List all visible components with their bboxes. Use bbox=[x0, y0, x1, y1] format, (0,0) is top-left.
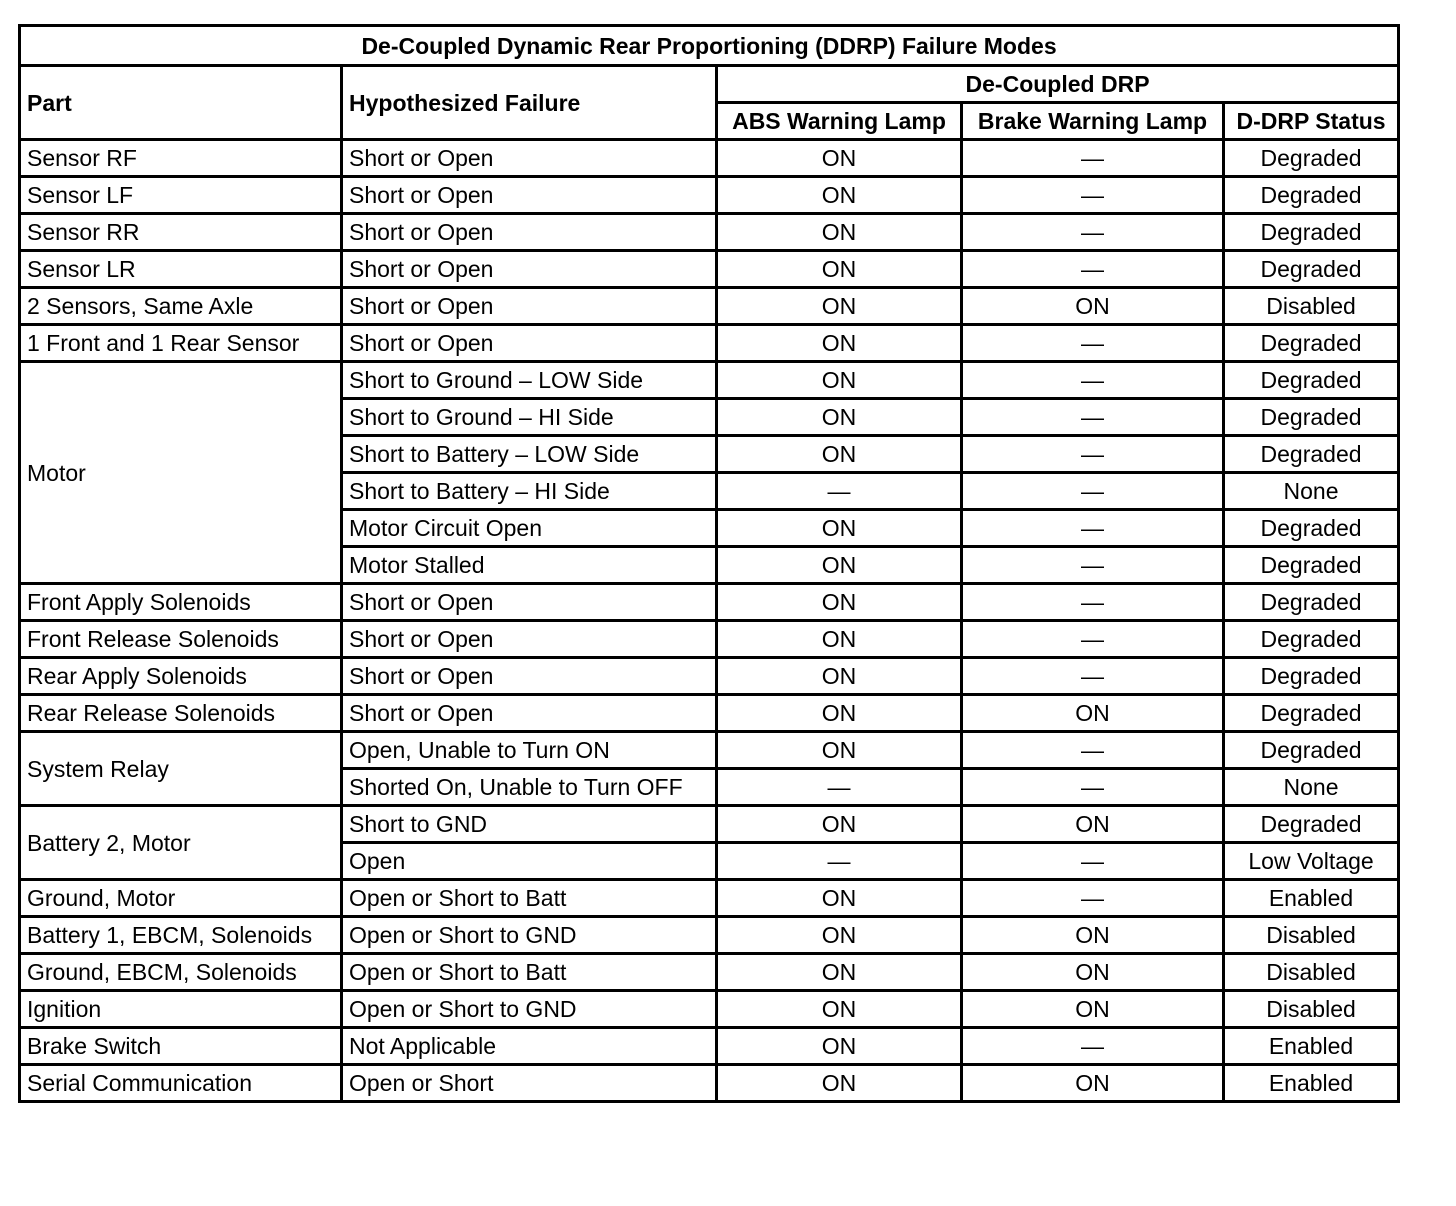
cell-brake-lamp: — bbox=[962, 436, 1224, 473]
cell-failure: Not Applicable bbox=[342, 1028, 717, 1065]
cell-brake-lamp: — bbox=[962, 399, 1224, 436]
cell-abs-lamp: ON bbox=[717, 954, 962, 991]
table-row bbox=[20, 251, 1399, 288]
cell-abs-lamp: ON bbox=[717, 214, 962, 251]
table-row bbox=[20, 288, 1399, 325]
cell-failure: Open or Short to GND bbox=[342, 917, 717, 954]
cell-failure: Open or Short to Batt bbox=[342, 954, 717, 991]
cell-status: Degraded bbox=[1224, 325, 1399, 362]
cell-failure: Short to Battery – HI Side bbox=[342, 473, 717, 510]
cell-brake-lamp: — bbox=[962, 177, 1224, 214]
cell-brake-lamp: — bbox=[962, 473, 1224, 510]
cell-failure: Open or Short bbox=[342, 1065, 717, 1102]
cell-abs-lamp: ON bbox=[717, 917, 962, 954]
cell-status: None bbox=[1224, 769, 1399, 806]
cell-abs-lamp: — bbox=[717, 769, 962, 806]
cell-abs-lamp: ON bbox=[717, 584, 962, 621]
cell-abs-lamp: — bbox=[717, 473, 962, 510]
cell-status: Degraded bbox=[1224, 806, 1399, 843]
cell-failure: Open, Unable to Turn ON bbox=[342, 732, 717, 769]
cell-status: Disabled bbox=[1224, 917, 1399, 954]
cell-failure: Open bbox=[342, 843, 717, 880]
cell-failure: Shorted On, Unable to Turn OFF bbox=[342, 769, 717, 806]
cell-brake-lamp: — bbox=[962, 584, 1224, 621]
cell-abs-lamp: ON bbox=[717, 288, 962, 325]
failure-modes-table bbox=[18, 24, 1400, 1103]
cell-part: Rear Apply Solenoids bbox=[20, 658, 342, 695]
table-row bbox=[20, 140, 1399, 177]
cell-part: Front Apply Solenoids bbox=[20, 584, 342, 621]
cell-status: Degraded bbox=[1224, 436, 1399, 473]
cell-status: Degraded bbox=[1224, 251, 1399, 288]
cell-brake-lamp: — bbox=[962, 362, 1224, 399]
cell-failure: Short or Open bbox=[342, 288, 717, 325]
cell-abs-lamp: ON bbox=[717, 362, 962, 399]
cell-status: Degraded bbox=[1224, 214, 1399, 251]
cell-brake-lamp: ON bbox=[962, 695, 1224, 732]
cell-status: Degraded bbox=[1224, 547, 1399, 584]
cell-failure: Short to GND bbox=[342, 806, 717, 843]
cell-failure: Short to Ground – LOW Side bbox=[342, 362, 717, 399]
cell-brake-lamp: — bbox=[962, 880, 1224, 917]
cell-part: Sensor LF bbox=[20, 177, 342, 214]
cell-abs-lamp: ON bbox=[717, 806, 962, 843]
cell-part: 1 Front and 1 Rear Sensor bbox=[20, 325, 342, 362]
header-ddrp-status: D-DRP Status bbox=[1224, 103, 1399, 140]
table-row bbox=[20, 584, 1399, 621]
cell-failure: Short or Open bbox=[342, 658, 717, 695]
header-group-decoupled-drp: De-Coupled DRP bbox=[717, 66, 1399, 103]
cell-abs-lamp: ON bbox=[717, 1028, 962, 1065]
cell-part: Sensor RR bbox=[20, 214, 342, 251]
cell-status: Disabled bbox=[1224, 288, 1399, 325]
cell-status: Disabled bbox=[1224, 991, 1399, 1028]
cell-failure: Open or Short to GND bbox=[342, 991, 717, 1028]
cell-status: Degraded bbox=[1224, 732, 1399, 769]
cell-part: Battery 1, EBCM, Solenoids bbox=[20, 917, 342, 954]
cell-brake-lamp: — bbox=[962, 658, 1224, 695]
cell-brake-lamp: — bbox=[962, 510, 1224, 547]
table-title: De-Coupled Dynamic Rear Proportioning (DDRP) Failure Modes bbox=[20, 26, 1399, 66]
table-row bbox=[20, 325, 1399, 362]
cell-brake-lamp: ON bbox=[962, 288, 1224, 325]
cell-status: Enabled bbox=[1224, 1065, 1399, 1102]
cell-status: Enabled bbox=[1224, 1028, 1399, 1065]
cell-part: Ignition bbox=[20, 991, 342, 1028]
cell-brake-lamp: ON bbox=[962, 806, 1224, 843]
table-row bbox=[20, 917, 1399, 954]
cell-failure: Open or Short to Batt bbox=[342, 880, 717, 917]
cell-brake-lamp: ON bbox=[962, 1065, 1224, 1102]
cell-abs-lamp: — bbox=[717, 843, 962, 880]
cell-status: Low Voltage bbox=[1224, 843, 1399, 880]
header-brake-warning-lamp: Brake Warning Lamp bbox=[962, 103, 1224, 140]
cell-brake-lamp: — bbox=[962, 1028, 1224, 1065]
table-row bbox=[20, 1028, 1399, 1065]
cell-part: 2 Sensors, Same Axle bbox=[20, 288, 342, 325]
cell-abs-lamp: ON bbox=[717, 695, 962, 732]
cell-status: Degraded bbox=[1224, 399, 1399, 436]
cell-status: Degraded bbox=[1224, 584, 1399, 621]
cell-failure: Short or Open bbox=[342, 325, 717, 362]
header-hypothesized-failure: Hypothesized Failure bbox=[342, 66, 717, 140]
table-row bbox=[20, 991, 1399, 1028]
cell-part: Battery 2, Motor bbox=[20, 806, 342, 880]
cell-abs-lamp: ON bbox=[717, 399, 962, 436]
cell-failure: Short or Open bbox=[342, 177, 717, 214]
cell-abs-lamp: ON bbox=[717, 991, 962, 1028]
cell-abs-lamp: ON bbox=[717, 251, 962, 288]
cell-abs-lamp: ON bbox=[717, 658, 962, 695]
cell-abs-lamp: ON bbox=[717, 510, 962, 547]
cell-part: Ground, Motor bbox=[20, 880, 342, 917]
cell-part: System Relay bbox=[20, 732, 342, 806]
table-row bbox=[20, 806, 1399, 843]
cell-failure: Short or Open bbox=[342, 584, 717, 621]
cell-status: Degraded bbox=[1224, 621, 1399, 658]
cell-brake-lamp: ON bbox=[962, 991, 1224, 1028]
table-row bbox=[20, 362, 1399, 399]
table-row bbox=[20, 1065, 1399, 1102]
cell-abs-lamp: ON bbox=[717, 140, 962, 177]
cell-brake-lamp: — bbox=[962, 732, 1224, 769]
cell-brake-lamp: — bbox=[962, 547, 1224, 584]
cell-failure: Motor Stalled bbox=[342, 547, 717, 584]
cell-part: Sensor RF bbox=[20, 140, 342, 177]
cell-brake-lamp: ON bbox=[962, 917, 1224, 954]
cell-status: Disabled bbox=[1224, 954, 1399, 991]
cell-abs-lamp: ON bbox=[717, 177, 962, 214]
cell-brake-lamp: ON bbox=[962, 954, 1224, 991]
cell-status: Enabled bbox=[1224, 880, 1399, 917]
cell-failure: Short or Open bbox=[342, 214, 717, 251]
table-row bbox=[20, 954, 1399, 991]
cell-brake-lamp: — bbox=[962, 251, 1224, 288]
table-row bbox=[20, 880, 1399, 917]
cell-part: Front Release Solenoids bbox=[20, 621, 342, 658]
cell-abs-lamp: ON bbox=[717, 1065, 962, 1102]
cell-brake-lamp: — bbox=[962, 621, 1224, 658]
table-row bbox=[20, 177, 1399, 214]
cell-abs-lamp: ON bbox=[717, 436, 962, 473]
table-row bbox=[20, 732, 1399, 769]
cell-failure: Short to Battery – LOW Side bbox=[342, 436, 717, 473]
header-abs-warning-lamp: ABS Warning Lamp bbox=[717, 103, 962, 140]
cell-part: Motor bbox=[20, 362, 342, 584]
cell-failure: Motor Circuit Open bbox=[342, 510, 717, 547]
cell-status: Degraded bbox=[1224, 177, 1399, 214]
cell-failure: Short or Open bbox=[342, 251, 717, 288]
header-row-1 bbox=[20, 66, 1399, 103]
cell-abs-lamp: ON bbox=[717, 732, 962, 769]
header-part: Part bbox=[20, 66, 342, 140]
cell-abs-lamp: ON bbox=[717, 325, 962, 362]
cell-status: Degraded bbox=[1224, 695, 1399, 732]
cell-part: Brake Switch bbox=[20, 1028, 342, 1065]
cell-status: None bbox=[1224, 473, 1399, 510]
cell-failure: Short or Open bbox=[342, 695, 717, 732]
table-row bbox=[20, 695, 1399, 732]
table-title-row bbox=[20, 26, 1399, 66]
table-row bbox=[20, 621, 1399, 658]
cell-part: Serial Communication bbox=[20, 1065, 342, 1102]
cell-status: Degraded bbox=[1224, 362, 1399, 399]
cell-abs-lamp: ON bbox=[717, 621, 962, 658]
cell-brake-lamp: — bbox=[962, 843, 1224, 880]
cell-brake-lamp: — bbox=[962, 214, 1224, 251]
cell-brake-lamp: — bbox=[962, 325, 1224, 362]
cell-brake-lamp: — bbox=[962, 769, 1224, 806]
cell-failure: Short to Ground – HI Side bbox=[342, 399, 717, 436]
cell-status: Degraded bbox=[1224, 510, 1399, 547]
cell-failure: Short or Open bbox=[342, 621, 717, 658]
cell-brake-lamp: — bbox=[962, 140, 1224, 177]
cell-failure: Short or Open bbox=[342, 140, 717, 177]
cell-status: Degraded bbox=[1224, 140, 1399, 177]
cell-abs-lamp: ON bbox=[717, 547, 962, 584]
cell-abs-lamp: ON bbox=[717, 880, 962, 917]
cell-status: Degraded bbox=[1224, 658, 1399, 695]
cell-part: Sensor LR bbox=[20, 251, 342, 288]
cell-part: Ground, EBCM, Solenoids bbox=[20, 954, 342, 991]
table-row bbox=[20, 214, 1399, 251]
table-row bbox=[20, 658, 1399, 695]
cell-part: Rear Release Solenoids bbox=[20, 695, 342, 732]
